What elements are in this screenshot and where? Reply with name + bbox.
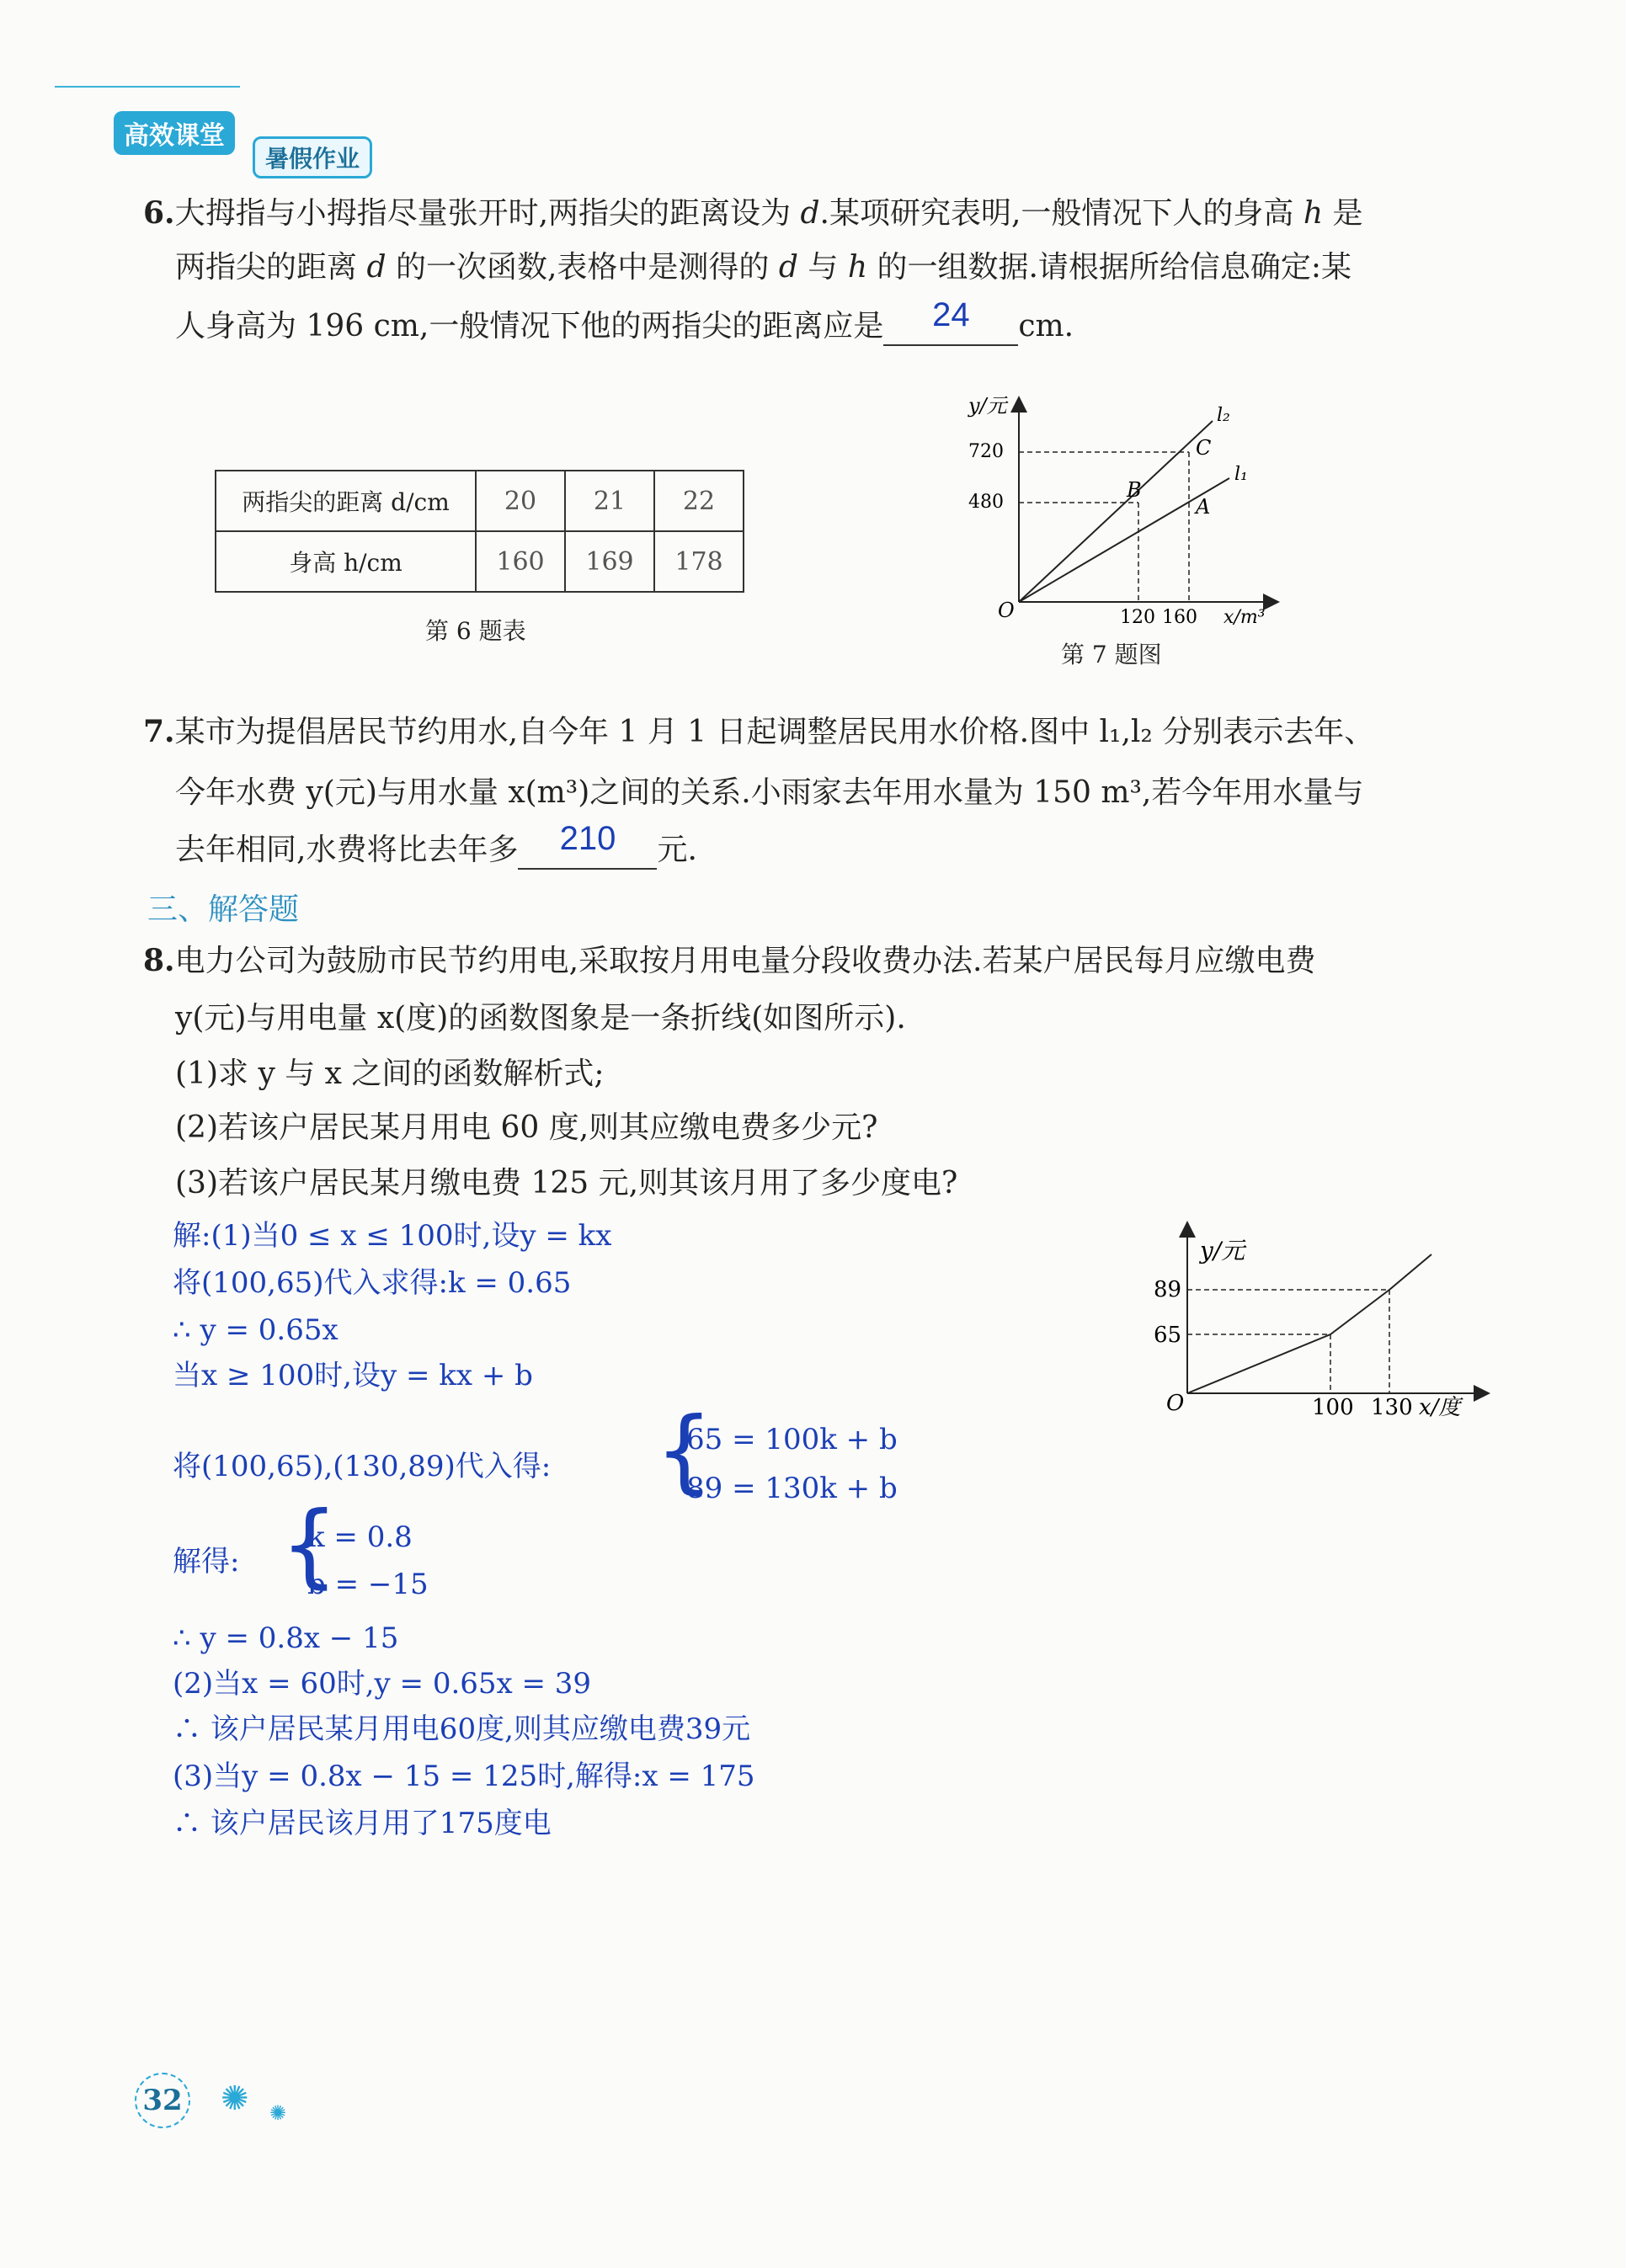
solution-line-1: 解:(1)当0 ≤ x ≤ 100时,设y = kx	[173, 1219, 612, 1253]
table-cell: 22	[654, 471, 744, 531]
var-d: d	[778, 250, 798, 285]
solution-line-7: ∴ y = 0.8x − 15	[173, 1621, 399, 1655]
q6-table-caption: 第 6 题表	[425, 617, 526, 645]
q6-line-2	[175, 249, 1351, 285]
section-title: 三、解答题	[147, 892, 300, 927]
header-badge-main: 高效课堂	[114, 111, 235, 155]
q6-text: 是	[1332, 196, 1363, 231]
var-h: h	[847, 250, 868, 285]
q7-line-3	[175, 820, 697, 870]
x-tick-label: 130	[1371, 1395, 1413, 1420]
q6-line-1	[143, 195, 1363, 232]
solution-line-11: ∴ 该户居民该月用了175度电	[173, 1807, 552, 1840]
var-d: d	[800, 196, 820, 231]
page-number: 32	[135, 2073, 190, 2128]
q7-line-2	[175, 775, 1363, 811]
solution-line-6: 解得:	[173, 1545, 240, 1579]
solution-eq-1: 65 = 100k + b	[686, 1423, 898, 1456]
q8-line-1	[143, 943, 1315, 979]
x-axis-label: x/m³	[1223, 607, 1266, 628]
flower-icon: ✺	[221, 2079, 249, 2118]
q8-part-3: (3)若该户居民某月缴电费 125 元,则其该月用了多少度电?	[175, 1166, 958, 1201]
q6-text: 与	[808, 250, 839, 285]
q6-answer: 24	[932, 296, 970, 333]
q6-number: 6.	[143, 195, 175, 231]
q6-text: 大拇指与小拇指尽量张开时,两指尖的距离设为	[174, 196, 792, 231]
solution-eq-3: k = 0.8	[307, 1520, 413, 1554]
table-cell: 20	[476, 471, 565, 531]
q6-text: .某项研究表明,一般情况下人的身高	[819, 196, 1294, 231]
flower-icon: ✺	[269, 2101, 287, 2125]
x-tick-label: 100	[1312, 1395, 1354, 1420]
x-tick-label: 120	[1120, 607, 1155, 628]
solution-eq-2: 89 = 130k + b	[686, 1472, 898, 1505]
table-cell: 21	[565, 471, 654, 531]
q7-number: 7.	[143, 714, 175, 749]
line-l2	[1019, 421, 1213, 602]
q8-figure	[1154, 1221, 1490, 1440]
brace-icon: {	[280, 1493, 339, 1598]
q6-answer-blank	[883, 296, 1018, 346]
solution-line-8: (2)当x = 60时,y = 0.65x = 39	[173, 1667, 592, 1701]
var-d: d	[366, 250, 387, 285]
origin-label: O	[1166, 1391, 1185, 1416]
table-cell: 160	[476, 531, 565, 592]
q8-part-2: (2)若该户居民某月用电 60 度,则其应缴电费多少元?	[175, 1110, 878, 1145]
solution-line-3: ∴ y = 0.65x	[173, 1313, 339, 1347]
q8-text: 电力公司为鼓励市民节约用电,采取按月用电量分段收费办法.若某户居民每月应缴电费	[174, 944, 1316, 978]
x-tick-label: 160	[1162, 607, 1197, 628]
fee-polyline	[1187, 1254, 1431, 1393]
q8-line-2: y(元)与用电量 x(度)的函数图象是一条折线(如图所示).	[175, 1001, 906, 1036]
q7-text: 今年水费 y(元)与用水量 x(m³)之间的关系.小雨家去年用水量为 150 m³,若今年用水量与	[175, 775, 1364, 810]
point-label-a: A	[1196, 495, 1211, 519]
y-tick-label: 480	[968, 492, 1004, 513]
table-header-h: 身高 h/cm	[216, 531, 476, 592]
q7-text: 元.	[657, 833, 697, 867]
q6-text: 人身高为 196 cm,一般情况下他的两指尖的距离应是	[175, 309, 884, 343]
solution-line-5: 将(100,65),(130,89)代入得:	[173, 1450, 552, 1483]
q6-text: 的一次函数,表格中是测得的	[395, 250, 770, 285]
header-badge-sub: 暑假作业	[253, 136, 372, 178]
solution-line-9: ∴ 该户居民某月用电60度,则其应缴电费39元	[173, 1712, 751, 1746]
table-cell: 169	[565, 531, 654, 592]
point-label-c: C	[1196, 436, 1212, 460]
brace-icon: {	[655, 1398, 713, 1504]
solution-eq-4: b = −15	[307, 1568, 429, 1601]
q8-part-1: (1)求 y 与 x 之间的函数解析式;	[175, 1057, 605, 1091]
q7-line-1	[143, 714, 1374, 750]
origin-label: O	[998, 599, 1015, 622]
y-axis-label: y/元	[968, 394, 1007, 418]
q7-figure	[952, 387, 1305, 640]
y-tick-label: 65	[1154, 1323, 1182, 1348]
line-label-l1: l₁	[1234, 464, 1248, 485]
var-h: h	[1303, 196, 1324, 231]
y-axis-label: y/元	[1200, 1237, 1245, 1264]
q6-table	[215, 470, 744, 593]
solution-line-4: 当x ≥ 100时,设y = kx + b	[173, 1359, 533, 1392]
header	[46, 67, 434, 185]
y-tick-label: 720	[968, 441, 1004, 462]
q7-answer-blank	[518, 820, 657, 870]
q7-text: 某市为提倡居民节约用水,自今年 1 月 1 日起调整居民用水价格.图中 l₁,l₂ 分别表示去年、	[174, 715, 1375, 749]
line-label-l2: l₂	[1217, 405, 1230, 426]
header-line	[55, 86, 240, 88]
q6-line-3	[175, 296, 1074, 346]
q7-answer: 210	[559, 820, 616, 857]
x-axis-label: x/度	[1419, 1395, 1461, 1420]
table-row	[216, 471, 744, 531]
y-tick-label: 89	[1154, 1277, 1182, 1302]
q6-text: 的一组数据.请根据所给信息确定:某	[877, 250, 1352, 285]
q6-text: 两指尖的距离	[175, 250, 358, 285]
q8-number: 8.	[143, 943, 175, 978]
q7-text: 去年相同,水费将比去年多	[175, 833, 519, 867]
point-label-b: B	[1127, 478, 1142, 502]
solution-line-10: (3)当y = 0.8x − 15 = 125时,解得:x = 175	[173, 1760, 755, 1793]
table-header-d: 两指尖的距离 d/cm	[216, 471, 476, 531]
q6-text: cm.	[1018, 309, 1074, 343]
q7-figure-caption: 第 7 题图	[1061, 641, 1162, 668]
solution-line-2: 将(100,65)代入求得:k = 0.65	[173, 1266, 572, 1300]
table-cell: 178	[654, 531, 744, 592]
table-row	[216, 531, 744, 592]
